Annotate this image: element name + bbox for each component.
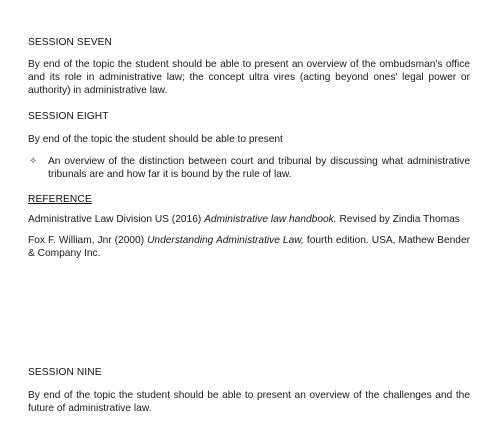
reference-item-1	[28, 213, 470, 226]
session-eight-intro: By end of the topic the student should be able to present	[28, 134, 283, 145]
session-nine-heading: SESSION NINE	[28, 367, 102, 378]
session-nine-text: By end of the topic the student should be able to present an overview of the challenges and the future of administrative law.	[28, 390, 470, 414]
session-eight-bullet-text: An overview of the distinction between court and tribunal by discussing what administrative tribunals are and how far it is bound by the rule of law.	[48, 156, 470, 180]
reference-2-note: fourth edition. USA, Mathew Bender & Company Inc.	[28, 235, 470, 259]
reference-1-note: Revised by Zindia Thomas	[336, 214, 460, 225]
reference-2-title: Understanding Administrative Law,	[147, 235, 304, 246]
session-eight-bullet	[28, 155, 470, 181]
document-page	[28, 0, 470, 422]
reference-1-authors: Administrative Law Division US (2016)	[28, 214, 205, 225]
session-seven-heading: SESSION SEVEN	[28, 37, 112, 48]
diamond-bullet-icon: ✧	[29, 156, 38, 167]
session-seven-text: By end of the topic the student should be able to present an overview of the ombudsman's office and its role in administrative law; the concept ultra vires (acting beyond ones' legal power or authority) in administrative law.	[28, 59, 470, 96]
reference-1-title: Administrative law handbook.	[204, 214, 337, 225]
reference-item-2	[28, 234, 470, 260]
reference-heading: REFERENCE	[28, 194, 92, 205]
session-eight-heading: SESSION EIGHT	[28, 111, 109, 122]
reference-2-authors: Fox F. William, Jnr (2000)	[28, 235, 148, 246]
